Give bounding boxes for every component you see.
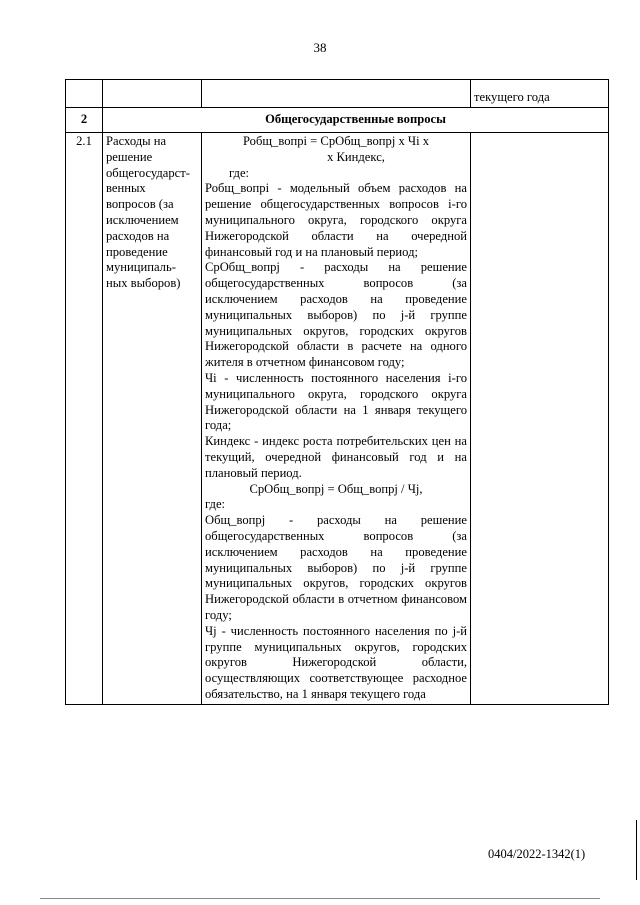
where-label: где: <box>205 497 226 512</box>
definition: Чj - численность постоянного населения по j-й группе муниципальных округов, городских округов Нижегородской области, осуществляющих соответствующее расходное обязательство, на 1 января текущего года <box>205 623 467 701</box>
row-title-line: расходов на <box>106 228 170 243</box>
row-title-line: Расходы на <box>106 134 167 148</box>
section-number: 2 <box>66 108 103 133</box>
row-index: 2.1 <box>66 133 103 705</box>
budget-methodology-table <box>65 79 609 705</box>
row-title-line: проведение <box>106 244 168 259</box>
row-title-line: исключением <box>106 212 179 227</box>
row-title-line: венных <box>106 181 146 196</box>
document-code: 0404/2022-1342(1) <box>488 847 586 861</box>
row-title <box>103 133 202 705</box>
page-number: 38 <box>313 40 327 55</box>
row-title-line: муниципаль- <box>106 260 176 275</box>
definition: Общ_вопрj - расходы на решение общегосударственных вопросов (за исключением расходов на проведение муниципальных выборов) по j-й группе муниципальных округов, городских округов Нижегородской области в отчетном финансовом году; <box>205 513 467 622</box>
formula-1: Робщ_вопрi = СрОбщ_вопрj x Чi x <box>242 134 430 148</box>
row-title-line: вопросов (за <box>106 197 174 212</box>
table-continuation-row <box>66 80 609 108</box>
cell-empty <box>66 80 103 108</box>
row-method-text <box>202 133 471 705</box>
definition: Робщ_вопрi - модельный объем расходов на решение общегосударственных вопросов i-го муниципального округа, городского округа Нижегородской области на очередной финансовый год и на плановый период; <box>205 181 467 259</box>
cell-empty <box>103 80 202 108</box>
definition: Киндекс - индекс роста потребительских цен на текущий, очередной финансовый год и на плановый период. <box>205 434 467 480</box>
cell-empty <box>202 80 471 108</box>
section-header-row <box>66 108 609 133</box>
formula-2: СрОбщ_вопрj = Общ_вопрj / Чj, <box>249 481 423 496</box>
scan-edge-mark <box>636 820 637 880</box>
where-label: где: <box>229 165 250 180</box>
scan-edge-mark <box>40 898 600 899</box>
row-title-line: общегосударст- <box>106 165 190 180</box>
section-title: Общегосударственные вопросы <box>103 108 609 133</box>
row-title-line: ных выборов) <box>106 276 181 291</box>
table-row <box>66 133 609 705</box>
definition: СрОбщ_вопрj - расходы на решение общегосударственных вопросов (за исключением расходов на проведение муниципальных выборов) по j-й группе муниципальных округов, городских округов Нижегородской области в расчете на одного жителя в отчетном финансовом году; <box>205 260 467 370</box>
row-title-line: решение <box>106 149 153 164</box>
formula-1-continuation: x Киндекс, <box>327 149 385 164</box>
cell-current-year: текущего года <box>471 80 609 108</box>
definition: Чi - численность постоянного населения i-го муниципального округа, городского округа Нижегородской области на 1 января текущего года; <box>205 370 467 433</box>
cell-empty <box>471 133 609 705</box>
